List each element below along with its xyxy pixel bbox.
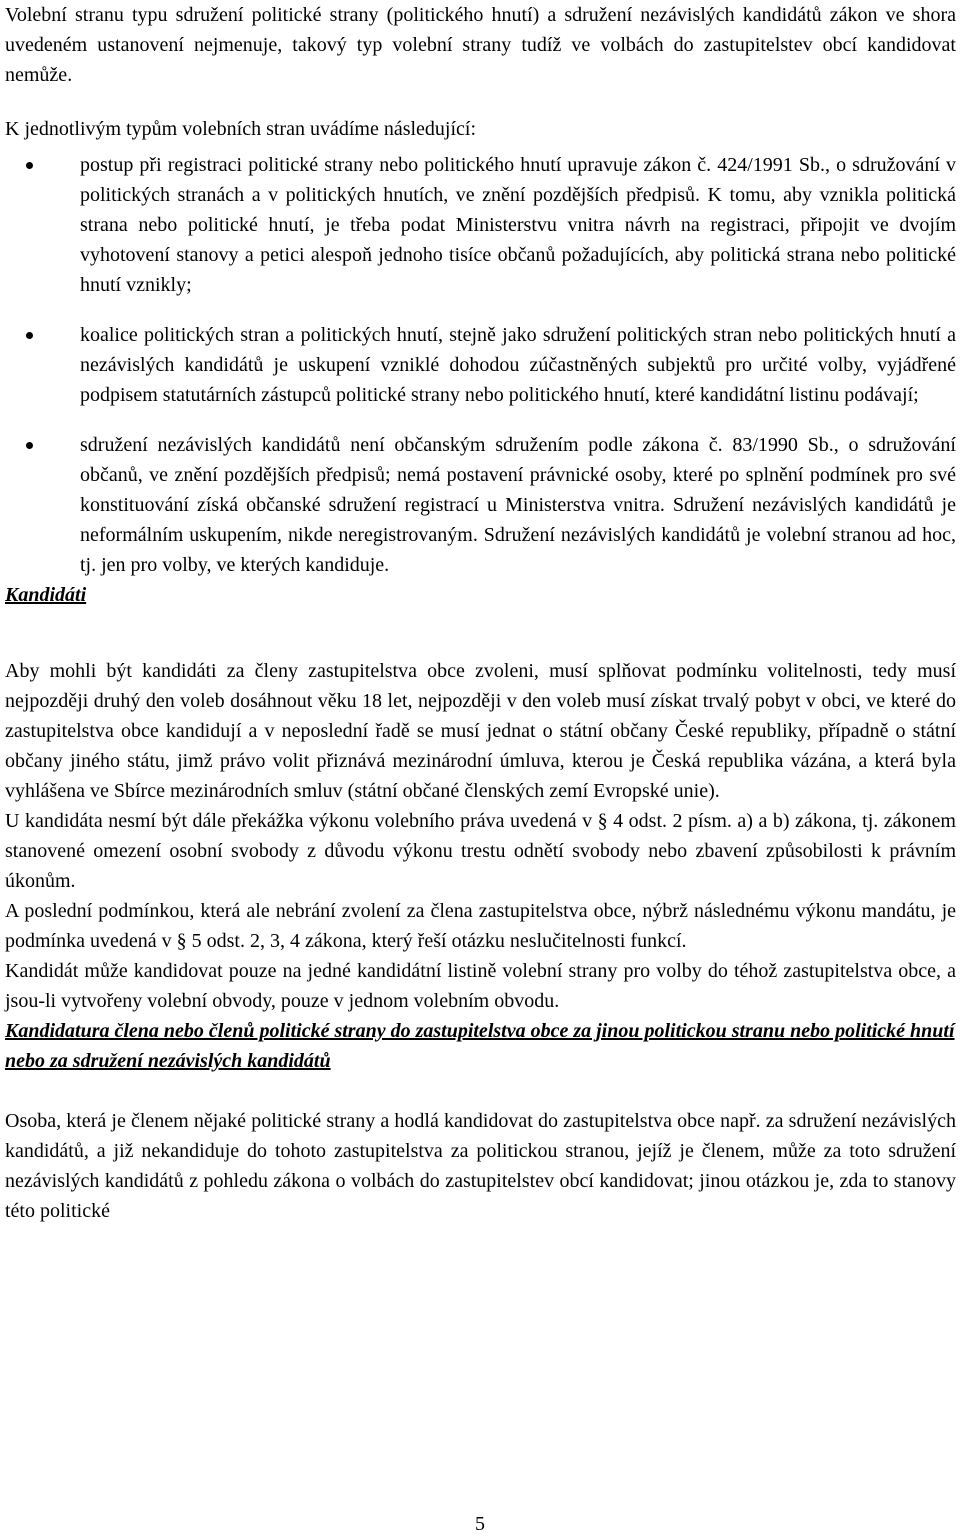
paragraph-last-condition: A poslední podmínkou, která ale nebrání zvolení za člena zastupitelstva obce, nýbrž následnému výkonu mandátu, je podmínka uvedená v § 5 odst. 2, 3, 4 zákona, který řeší otázku neslučitelnosti funkcí. [5, 900, 956, 952]
party-type-list [5, 150, 956, 580]
heading-candidates: Kandidáti [5, 584, 87, 606]
heading-candidacy-other-party: Kandidatura člena nebo členů politické strany do zastupitelstva obce za jinou politickou stranu nebo politické hnutí nebo za sdružení nezávislých kandidátů [5, 1020, 955, 1072]
page-number: 5 [475, 1513, 485, 1535]
paragraph-single-list: Kandidát může kandidovat pouze na jedné kandidátní listině volební strany pro volby do téhož zastupitelstva obce, a jsou-li vytvořeny volební obvody, pouze v jednom volebním obvodu. [5, 960, 956, 1012]
paragraph-person-member: Osoba, která je členem nějaké politické strany a hodlá kandidovat do zastupitelstva obce např. za sdružení nezávislých kandidátů, a již nekandiduje do tohoto zastupitelstva za politickou stranou, jejíž je členem, může za toto sdružení nezávislých kandidátů z pohledu zákona o volbách do zastupitelstev obcí kandidovat; jinou otázkou je, zda to stanovy této politické [5, 1110, 956, 1222]
document-page [5, 0, 956, 1226]
paragraph-voting-conditions: Aby mohli být kandidáti za členy zastupitelstva obce zvoleni, musí splňovat podmínku volitelnosti, tedy musí nejpozději druhý den voleb dosáhnout věku 18 let, nejpozději v den voleb musí získat trvalý pobyt v obci, ve které do zastupitelstva obce kandidují a v neposlední řadě se musí jednat o státní občany České republiky, případně o státní občany jiného státu, jimž právo volit přiznává mezinárodní úmluva, kterou je Česká republika vázána, a která byla vyhlášena ve Sbírce mezinárodních smluv (státní občané členských zemí Evropské unie). [5, 660, 956, 802]
paragraph-obstacle: U kandidáta nesmí být dále překážka výkonu volebního práva uvedená v § 4 odst. 2 písm. a) a b) zákona, tj. zákonem stanovené omezení osobní svobody z důvodu výkonu trestu odnětí svobody nebo zbavení způsobilosti k právním úkonům. [5, 810, 956, 892]
paragraph-types-lead: K jednotlivým typům volebních stran uvádíme následující: [5, 118, 477, 140]
list-item-coalition: koalice politických stran a politických hnutí, stejně jako sdružení politických stran nebo politických hnutí a nezávislých kandidátů je uskupení vzniklé dohodou zúčastněných subjektů pro určité volby, vyjádřené podpisem statutárních zástupců politické strany nebo politického hnutí, které kandidátní listinu podávají; [5, 320, 956, 410]
list-item-political-party: postup při registraci politické strany nebo politického hnutí upravuje zákon č. 424/1991 Sb., o sdružování v politických stranách a v politických hnutích, ve znění pozdějších předpisů. K tomu, aby vznikla politická strana nebo politické hnutí, je třeba podat Ministerstvu vnitra návrh na registraci, připojit ve dvojím vyhotovení stanovy a petici alespoň jednoho tisíce občanů požadujících, aby politická strana nebo politické hnutí vznikly; [5, 150, 956, 300]
paragraph-intro: Volební stranu typu sdružení politické strany (politického hnutí) a sdružení nezávislých kandidátů zákon ve shora uvedeném ustanovení nejmenuje, takový typ volební strany tudíž ve volbách do zastupitelstev obcí kandidovat nemůže. [5, 4, 956, 86]
list-item-independent-association: sdružení nezávislých kandidátů není občanským sdružením podle zákona č. 83/1990 Sb., o sdružování občanů, ve znění pozdějších předpisů; nemá postavení právnické osoby, které po splnění podmínek pro své konstituování získá občanské sdružení registrací u Ministerstva vnitra. Sdružení nezávislých kandidátů je neformálním uskupením, nikde neregistrovaným. Sdružení nezávislých kandidátů je volební stranou ad hoc, tj. jen pro volby, ve kterých kandiduje. [5, 430, 956, 580]
